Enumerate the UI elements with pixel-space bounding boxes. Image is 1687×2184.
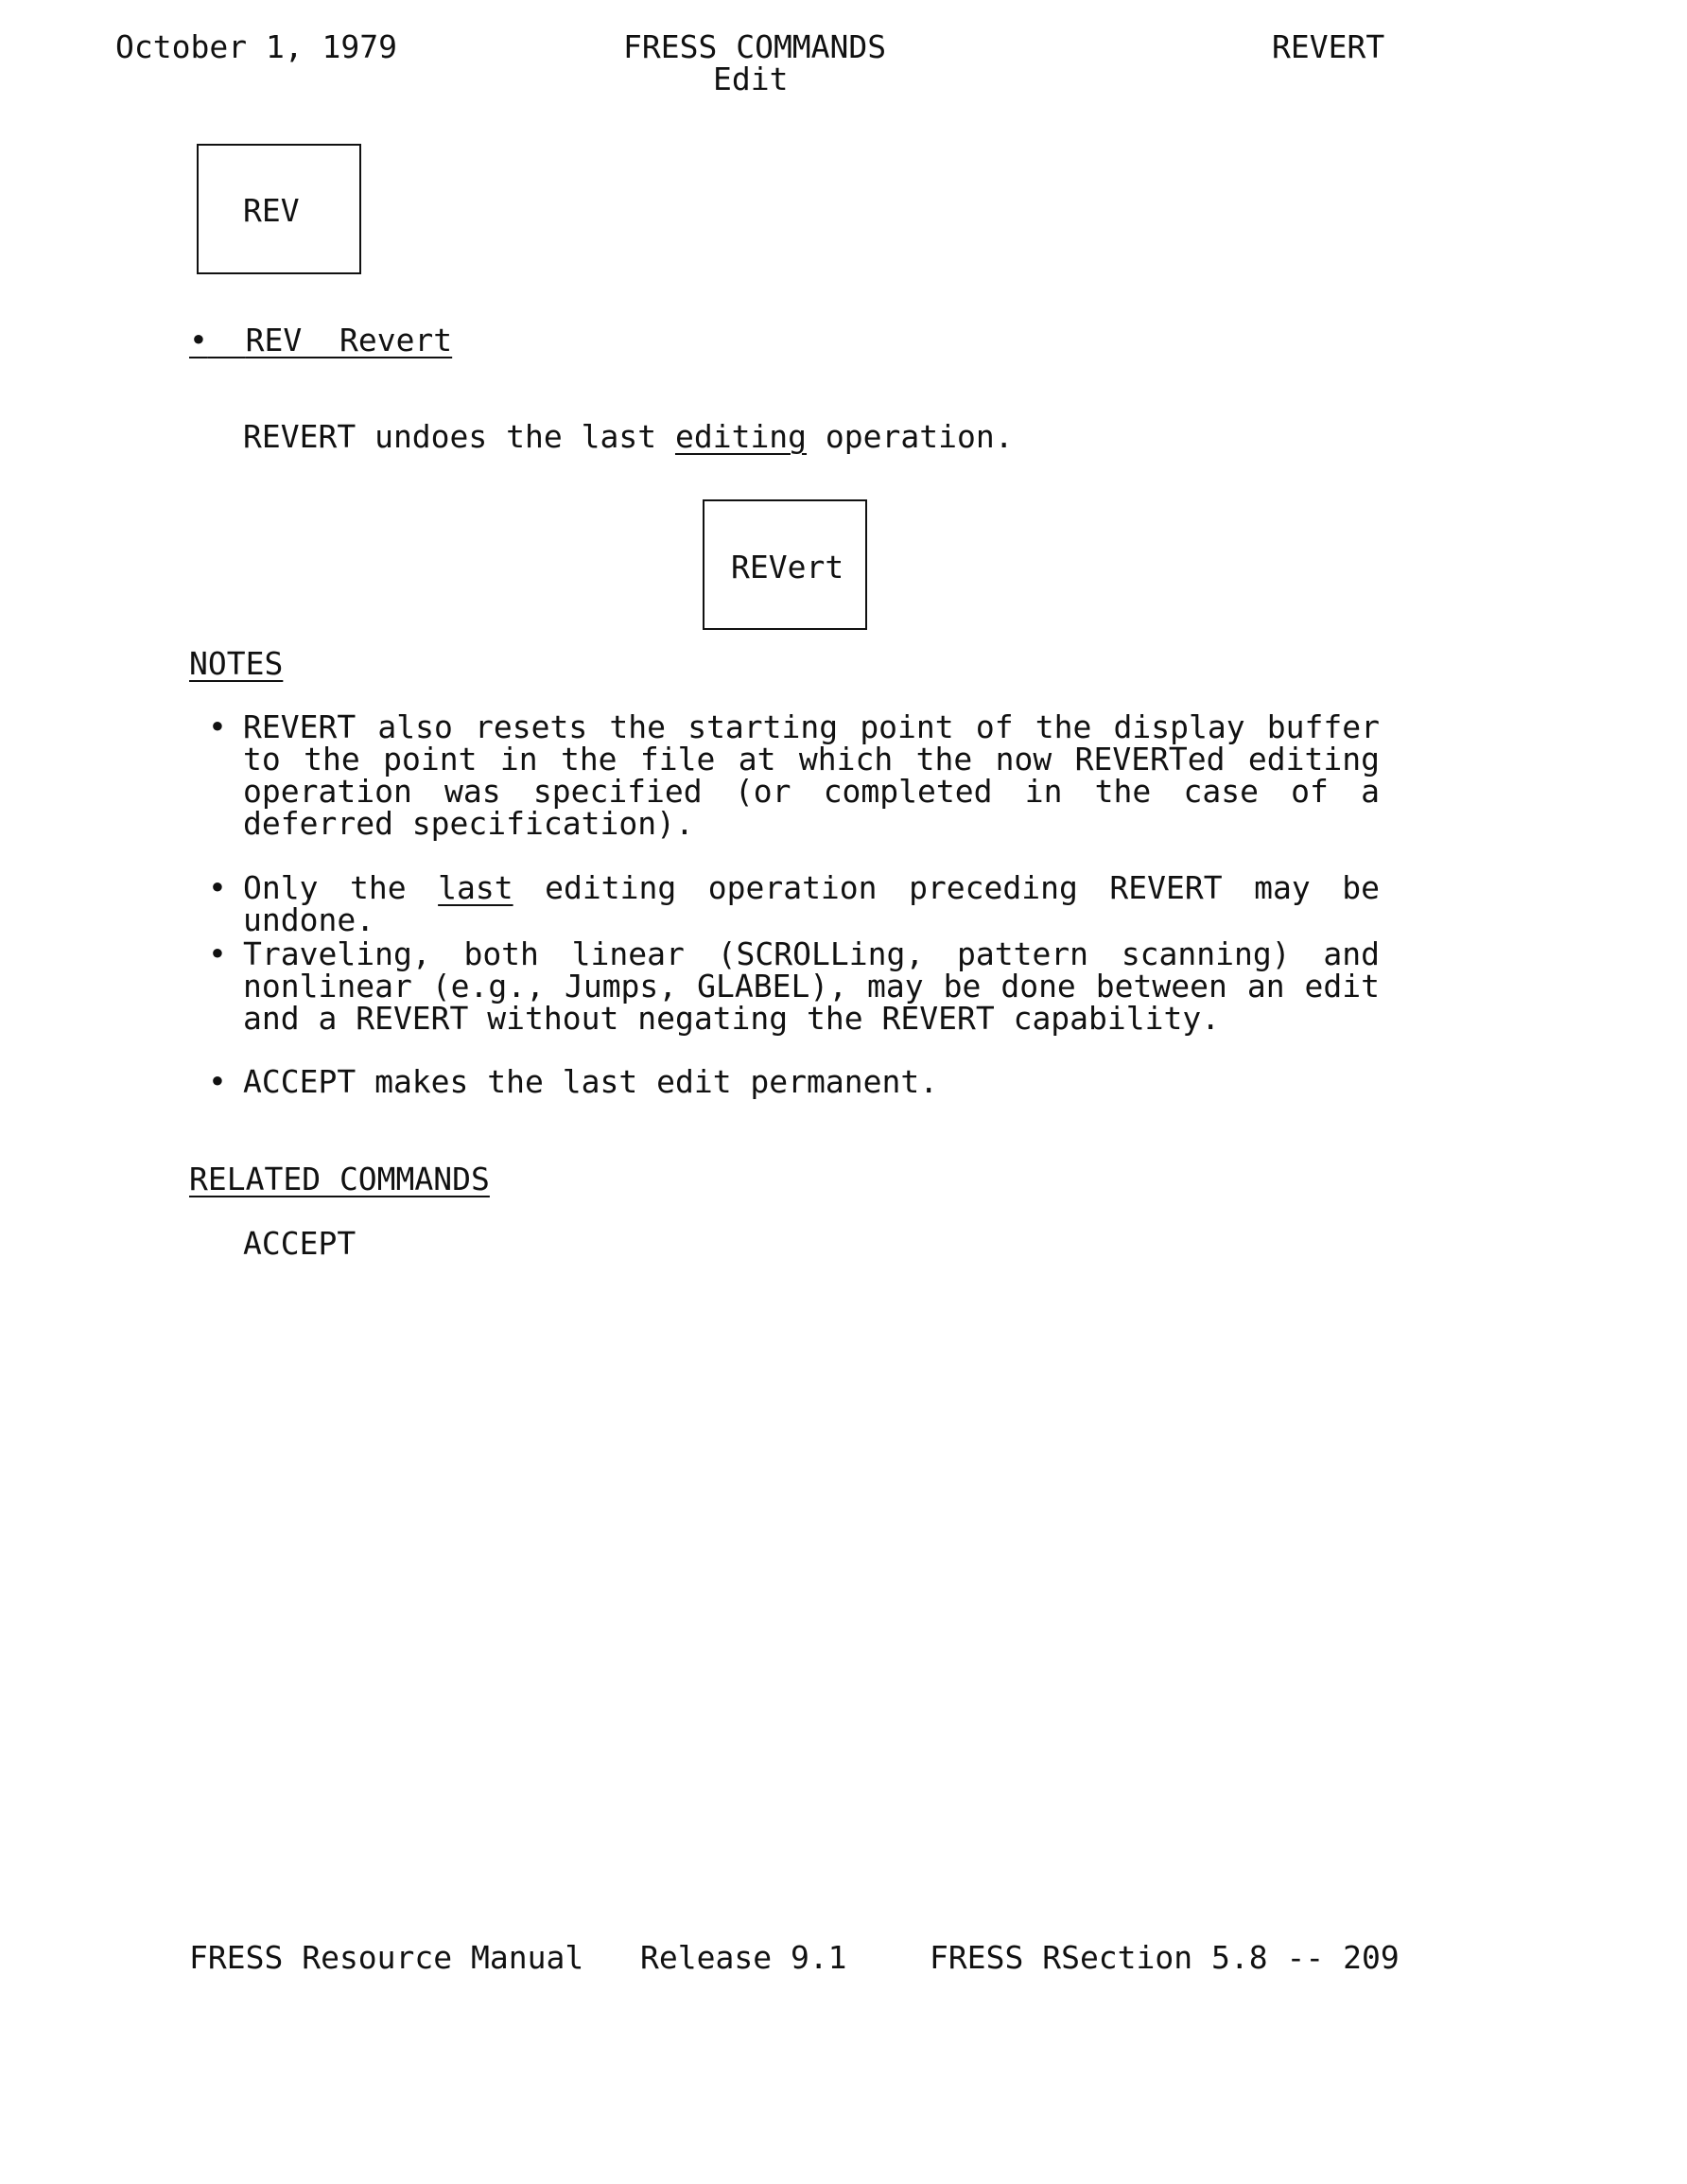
- command-entry: [189, 324, 452, 356]
- note-1: REVERT also resets the starting point of the display buffer to the point in the file at which the now REVERTed editing operation was specified (or completed in the case of a deferred specification).: [243, 708, 1380, 842]
- note-4-bullet: •: [208, 1063, 227, 1100]
- footer-manual: FRESS Resource Manual: [189, 1939, 584, 1976]
- entry-bullet: •: [189, 322, 208, 358]
- description-emphasis: editing: [674, 418, 808, 455]
- notes-heading: NOTES: [189, 645, 284, 682]
- command-box-short: [197, 144, 361, 274]
- note-3-bullet: •: [208, 935, 227, 972]
- footer-section: FRESS RSection 5.8 -- 209: [930, 1939, 1400, 1976]
- note-2: [243, 869, 1380, 938]
- related-heading: RELATED COMMANDS: [189, 1161, 490, 1197]
- command-box-short-label: REV: [243, 192, 300, 229]
- header-command: REVERT: [1272, 28, 1385, 65]
- command-box-full: [703, 499, 867, 630]
- footer-release: Release 9.1: [640, 1939, 847, 1976]
- note-1-bullet: •: [208, 708, 227, 745]
- description-before: REVERT undoes the last: [243, 418, 675, 455]
- header-title: FRESS COMMANDS: [623, 28, 887, 65]
- note-2-after: editing operation preceding REVERT may be undone.: [243, 869, 1380, 938]
- header-subtitle: Edit: [713, 61, 789, 97]
- note-2-emphasis: last: [438, 869, 513, 906]
- description-after: operation.: [807, 418, 1014, 455]
- note-2-bullet: •: [208, 869, 227, 906]
- entry-label: REV Revert: [245, 322, 453, 358]
- command-box-full-label: REVert: [731, 549, 844, 585]
- command-description: [243, 418, 1014, 455]
- header-date: October 1, 1979: [115, 28, 398, 65]
- related-item-accept: ACCEPT: [243, 1225, 357, 1262]
- note-4: ACCEPT makes the last edit permanent.: [243, 1063, 939, 1100]
- note-2-before: Only the: [243, 869, 439, 906]
- note-3: Traveling, both linear (SCROLLing, pattern scanning) and nonlinear (e.g., Jumps, GLABEL), may be done between an edit and a REVERT without negating the REVERT capability.: [243, 935, 1380, 1037]
